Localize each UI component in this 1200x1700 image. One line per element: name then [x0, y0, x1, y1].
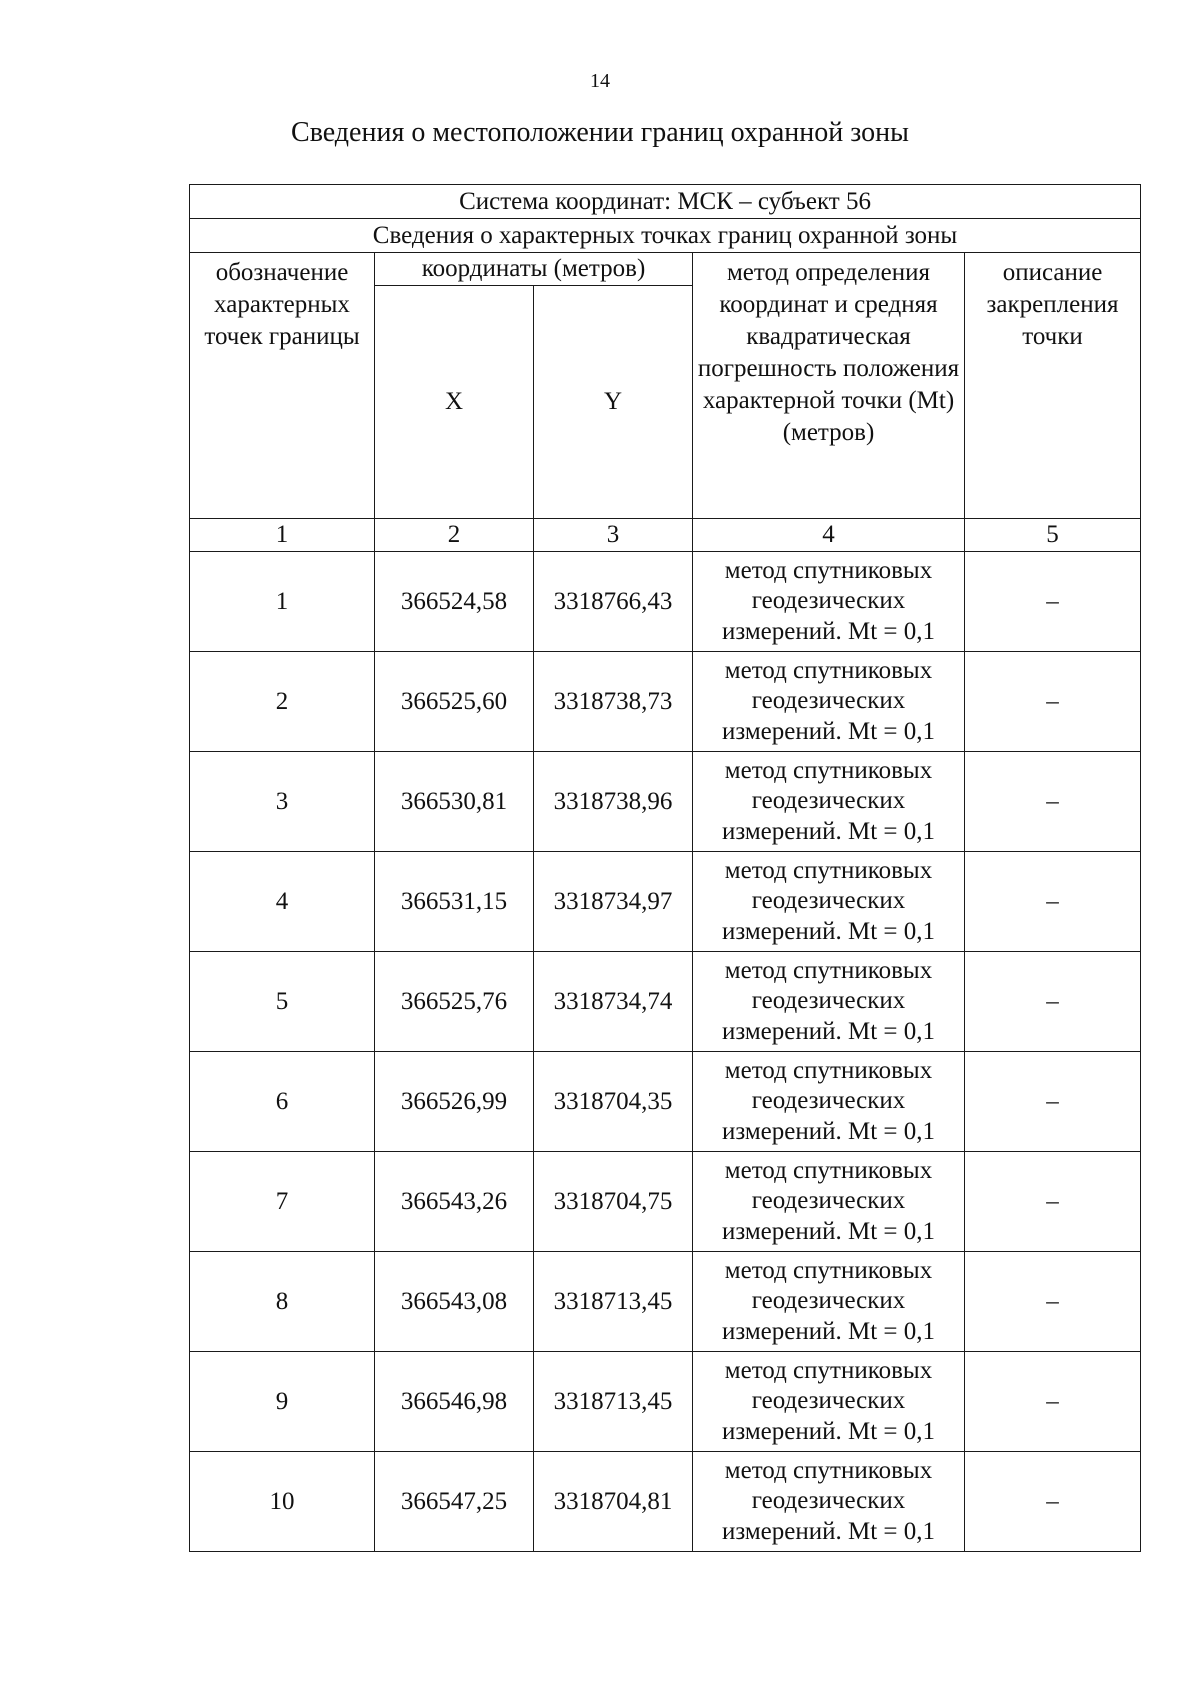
y-value: 3318704,75	[534, 1152, 693, 1252]
y-value: 3318734,74	[534, 952, 693, 1052]
method-value: метод спутниковых геодезических измерений. Mt = 0,1	[693, 752, 965, 852]
column-number: 3	[534, 519, 693, 552]
x-value: 366525,76	[375, 952, 534, 1052]
x-value: 366543,26	[375, 1152, 534, 1252]
table-row	[190, 1352, 1141, 1452]
x-value: 366546,98	[375, 1352, 534, 1452]
table-row	[190, 952, 1141, 1052]
y-value: 3318713,45	[534, 1352, 693, 1452]
table-row	[190, 752, 1141, 852]
column-numbers-row	[190, 519, 1141, 552]
point-number: 2	[190, 652, 375, 752]
description-value: –	[965, 852, 1141, 952]
header-row	[190, 253, 1141, 286]
description-value: –	[965, 1252, 1141, 1352]
header-method: метод определения координат и средняя квадратическая погрешность положения характерной точки (Mt) (метров)	[693, 253, 965, 519]
y-value: 3318704,35	[534, 1052, 693, 1152]
header-coordinates: координаты (метров)	[375, 253, 693, 286]
table-row	[190, 652, 1141, 752]
method-value: метод спутниковых геодезических измерений. Mt = 0,1	[693, 652, 965, 752]
table-row	[190, 1052, 1141, 1152]
y-value: 3318766,43	[534, 552, 693, 652]
table-row	[190, 1452, 1141, 1552]
method-value: метод спутниковых геодезических измерений. Mt = 0,1	[693, 1352, 965, 1452]
y-value: 3318734,97	[534, 852, 693, 952]
method-value: метод спутниковых геодезических измерений. Mt = 0,1	[693, 1152, 965, 1252]
y-value: 3318704,81	[534, 1452, 693, 1552]
x-value: 366547,25	[375, 1452, 534, 1552]
method-value: метод спутниковых геодезических измерений. Mt = 0,1	[693, 1452, 965, 1552]
description-value: –	[965, 952, 1141, 1052]
column-number: 4	[693, 519, 965, 552]
document-title: Сведения о местоположении границ охранной зоны	[291, 117, 909, 148]
table-row	[190, 1152, 1141, 1252]
boundary-points-table	[189, 184, 1141, 1552]
method-value: метод спутниковых геодезических измерений. Mt = 0,1	[693, 852, 965, 952]
description-value: –	[965, 752, 1141, 852]
column-number: 5	[965, 519, 1141, 552]
column-number: 2	[375, 519, 534, 552]
point-number: 4	[190, 852, 375, 952]
description-value: –	[965, 552, 1141, 652]
y-value: 3318738,73	[534, 652, 693, 752]
point-number: 10	[190, 1452, 375, 1552]
coordinate-system-cell: Система координат: МСК – субъект 56	[190, 185, 1141, 219]
info-row	[190, 219, 1141, 253]
point-number: 9	[190, 1352, 375, 1452]
page-number: 14	[590, 70, 610, 92]
column-number: 1	[190, 519, 375, 552]
y-value: 3318738,96	[534, 752, 693, 852]
description-value: –	[965, 1452, 1141, 1552]
point-number: 6	[190, 1052, 375, 1152]
info-cell: Сведения о характерных точках границ охранной зоны	[190, 219, 1141, 253]
method-value: метод спутниковых геодезических измерений. Mt = 0,1	[693, 552, 965, 652]
point-number: 1	[190, 552, 375, 652]
description-value: –	[965, 1152, 1141, 1252]
x-value: 366530,81	[375, 752, 534, 852]
x-value: 366543,08	[375, 1252, 534, 1352]
description-value: –	[965, 652, 1141, 752]
header-y: Y	[534, 286, 693, 519]
header-description: описание закрепления точки	[965, 253, 1141, 519]
table-row	[190, 852, 1141, 952]
x-value: 366524,58	[375, 552, 534, 652]
y-value: 3318713,45	[534, 1252, 693, 1352]
x-value: 366531,15	[375, 852, 534, 952]
method-value: метод спутниковых геодезических измерений. Mt = 0,1	[693, 1052, 965, 1152]
point-number: 3	[190, 752, 375, 852]
description-value: –	[965, 1052, 1141, 1152]
header-x: X	[375, 286, 534, 519]
x-value: 366525,60	[375, 652, 534, 752]
method-value: метод спутниковых геодезических измерений. Mt = 0,1	[693, 952, 965, 1052]
table-row	[190, 1252, 1141, 1352]
point-number: 5	[190, 952, 375, 1052]
point-number: 7	[190, 1152, 375, 1252]
coordinate-system-row	[190, 185, 1141, 219]
point-number: 8	[190, 1252, 375, 1352]
x-value: 366526,99	[375, 1052, 534, 1152]
header-point-designation: обозначение характерных точек границы	[190, 253, 375, 519]
table-row	[190, 552, 1141, 652]
description-value: –	[965, 1352, 1141, 1452]
method-value: метод спутниковых геодезических измерений. Mt = 0,1	[693, 1252, 965, 1352]
